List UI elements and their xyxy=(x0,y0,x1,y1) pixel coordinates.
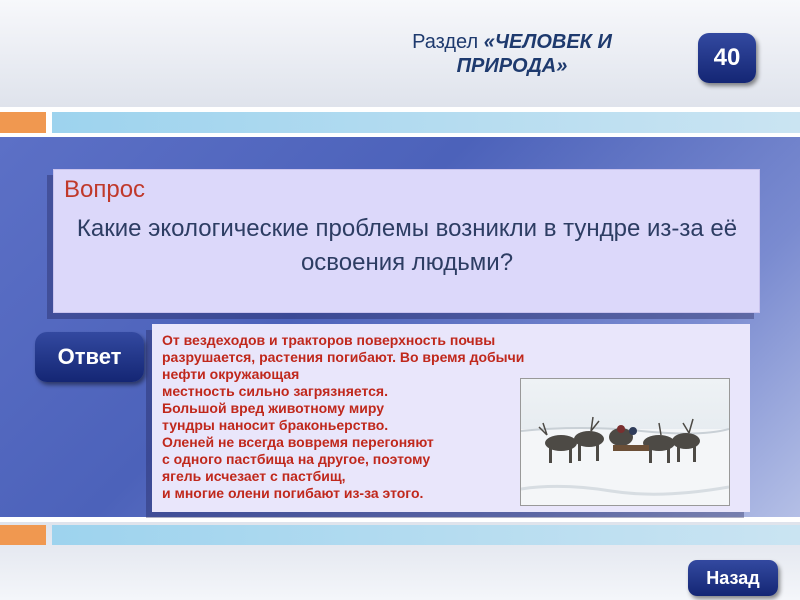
answer-line: нефти окружающая xyxy=(162,366,300,382)
answer-line: тундры наносит браконьерство. xyxy=(162,417,389,433)
answer-line: с одного пастбища на другое, поэтому xyxy=(162,451,431,467)
footer-divider-stripe xyxy=(52,525,800,545)
question-text: Какие экологические проблемы возникли в тундре из-за её освоения людьми? xyxy=(76,215,738,276)
footer-accent-stripe xyxy=(0,525,46,545)
question-label: Вопрос xyxy=(64,176,146,203)
answer-line: От вездеходов и тракторов поверхность почвы xyxy=(162,332,496,348)
answer-line: Большой вред животному миру xyxy=(162,400,385,416)
question-box xyxy=(53,169,760,313)
accent-stripe xyxy=(0,112,46,133)
section-prefix: Раздел xyxy=(412,31,484,53)
back-button[interactable]: Назад xyxy=(688,560,778,596)
points-badge: 40 xyxy=(698,33,756,83)
answer-line: Оленей не всегда вовремя перегоняют xyxy=(162,434,434,450)
reindeer-sled-photo xyxy=(520,378,730,506)
answer-line: и многие олени погибают из-за этого. xyxy=(162,485,424,501)
section-name: «ЧЕЛОВЕК И ПРИРОДА» xyxy=(456,31,612,77)
answer-button[interactable]: Ответ xyxy=(35,332,144,382)
answer-line: местность сильно загрязняется. xyxy=(162,383,388,399)
answer-line: разрушается, растения погибают. Во время добычи xyxy=(162,349,525,365)
divider-stripe xyxy=(52,112,800,133)
section-title xyxy=(372,30,652,78)
answer-line: ягель исчезает с пастбищ, xyxy=(162,468,346,484)
